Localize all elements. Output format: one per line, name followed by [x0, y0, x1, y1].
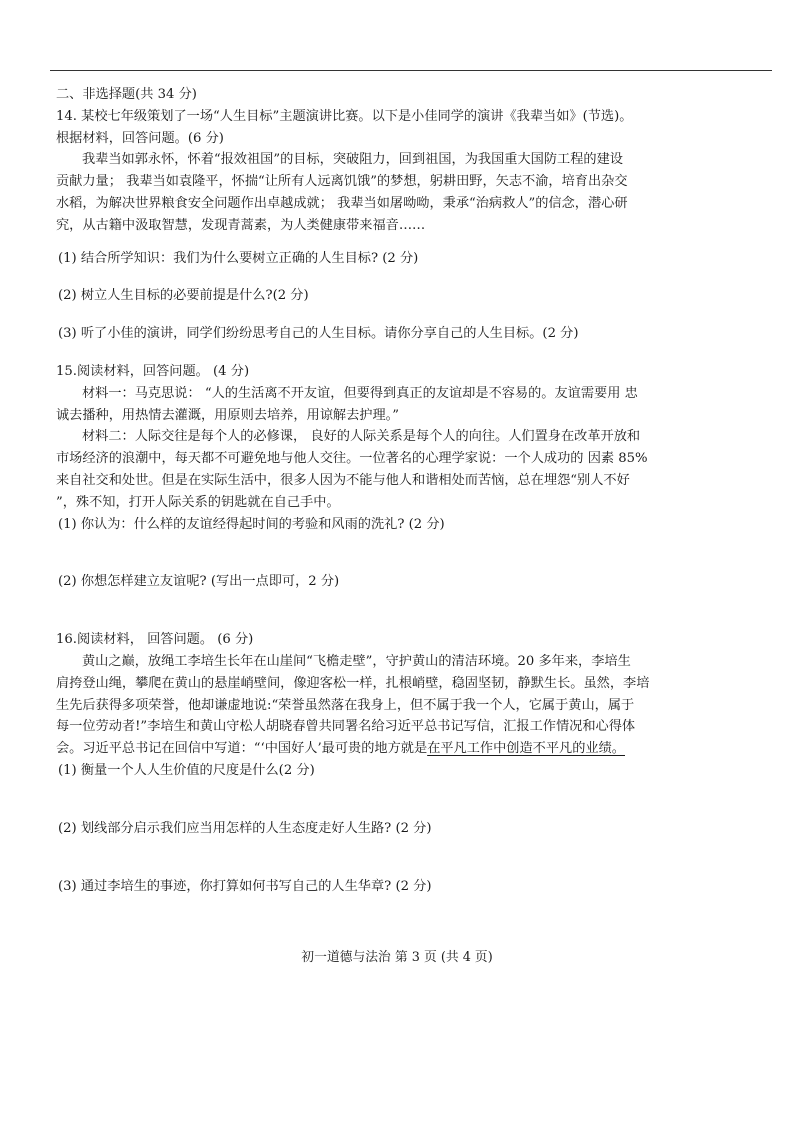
q14-material-line: 我辈当如郭永怀，怀着“报效祖国”的目标，突破阻力，回到祖国，为我国重大国防工程的建设 [82, 152, 623, 168]
q15-stem: 15.阅读材料，回答问题。 (4 分) [56, 363, 250, 379]
q15-material-2-line: 来自社交和处世。但是在实际生活中，很多人因为不能与他人和谐相处而苦恼，总在埋怨“别人不好 [56, 472, 630, 488]
q15-material-2-line: ”，殊不知，打开人际关系的钥匙就在自己手中。 [56, 494, 340, 510]
q15-material-1-line: 材料一：马克思说： “人的生活离不开友谊，但要得到真正的友谊却是不容易的。友谊需要用 忠 [82, 385, 638, 401]
q15-material-2-line: 市场经济的浪潮中，每天都不可避免地与他人交往。一位著名的心理学家说：一个人成功的 因素 85% [56, 451, 648, 467]
header-rule [50, 70, 772, 71]
q14-material-line: 贡献力量； 我辈当如袁隆平，怀揣“让所有人远离饥饿”的梦想，躬耕田野，矢志不渝，培育出杂交 [56, 174, 628, 190]
q15-material-1-line: 诚去播种，用热情去灌溉，用原则去培养，用谅解去护理。” [56, 407, 400, 423]
q15-subquestion-2: (2) 你想怎样建立友谊呢? (写出一点即可，2 分) [58, 574, 340, 590]
q14-material-line: 究，从古籍中汲取智慧，发现青蒿素，为人类健康带来福音…… [56, 217, 426, 233]
q14-subquestion-1: (1) 结合所学知识：我们为什么要树立正确的人生目标? (2 分) [58, 250, 419, 266]
q14-stem-line: 根据材料，回答问题。(6 分) [56, 130, 224, 146]
q16-material-text: 会。习近平总书记在回信中写道：“‘中国好人’最可贵的地方就是 [56, 741, 428, 757]
q16-subquestion-3: (3) 通过李培生的事迹，你打算如何书写自己的人生华章? (2 分) [58, 878, 432, 894]
q15-material-2-line: 材料二：人际交往是每个人的必修课， 良好的人际关系是每个人的向往。人们置身在改革开放和 [82, 429, 641, 445]
q14-stem-line: 14. 某校七年级策划了一场“人生目标”主题演讲比赛。以下是小佳同学的演讲《我辈当如》(节选)。 [56, 108, 633, 124]
q14-subquestion-3: (3) 听了小佳的演讲，同学们纷纷思考自己的人生目标。请你分享自己的人生目标。(2 分) [58, 326, 579, 342]
q16-subquestion-1: (1) 衡量一个人人生价值的尺度是什么(2 分) [58, 762, 315, 778]
q16-material-line: 黄山之巅，放绳工李培生长年在山崖间“飞檐走壁”，守护黄山的清洁环境。20 多年来，李培生 [82, 653, 631, 669]
question-16 [56, 629, 768, 897]
page-footer: 初一道德与法治 第 3 页 (共 4 页) [301, 950, 493, 965]
q14-material-line: 水稻，为解决世界粮食安全问题作出卓越成就； 我辈当如屠呦呦，秉承“治病救人”的信念，潜心研 [56, 195, 628, 211]
q16-material-line: 生先后获得多项荣誉，他却谦虚地说:“荣誉虽然落在我身上，但不属于我一个人，它属于黄山，属于 [56, 697, 635, 713]
question-15 [56, 361, 768, 593]
section-header: 二、非选择题(共 34 分) [56, 87, 197, 102]
q16-stem: 16.阅读材料， 回答问题。 (6 分) [56, 632, 254, 648]
q14-subquestion-2: (2) 树立人生目标的必要前提是什么?(2 分) [58, 288, 309, 304]
q16-material-line: 每一位劳动者!”李培生和黄山守松人胡晓春曾共同署名给习近平总书记写信，汇报工作情况和心得体 [56, 719, 636, 735]
q16-underlined-text: 在平凡工作中创造不平凡的业绩。 [427, 741, 625, 757]
q16-material-last-line [56, 738, 768, 760]
q15-subquestion-1: (1) 你认为：什么样的友谊经得起时间的考验和风雨的洗礼? (2 分) [58, 516, 445, 532]
q16-material-line: 肩挎登山绳，攀爬在黄山的悬崖峭壁间，像迎客松一样，扎根峭壁，稳固坚韧，静默生长。虽然，李培 [56, 675, 650, 691]
question-14 [56, 106, 768, 345]
q16-subquestion-2: (2) 划线部分启示我们应当用怎样的人生态度走好人生路? (2 分) [58, 820, 432, 836]
exam-page [56, 84, 768, 897]
